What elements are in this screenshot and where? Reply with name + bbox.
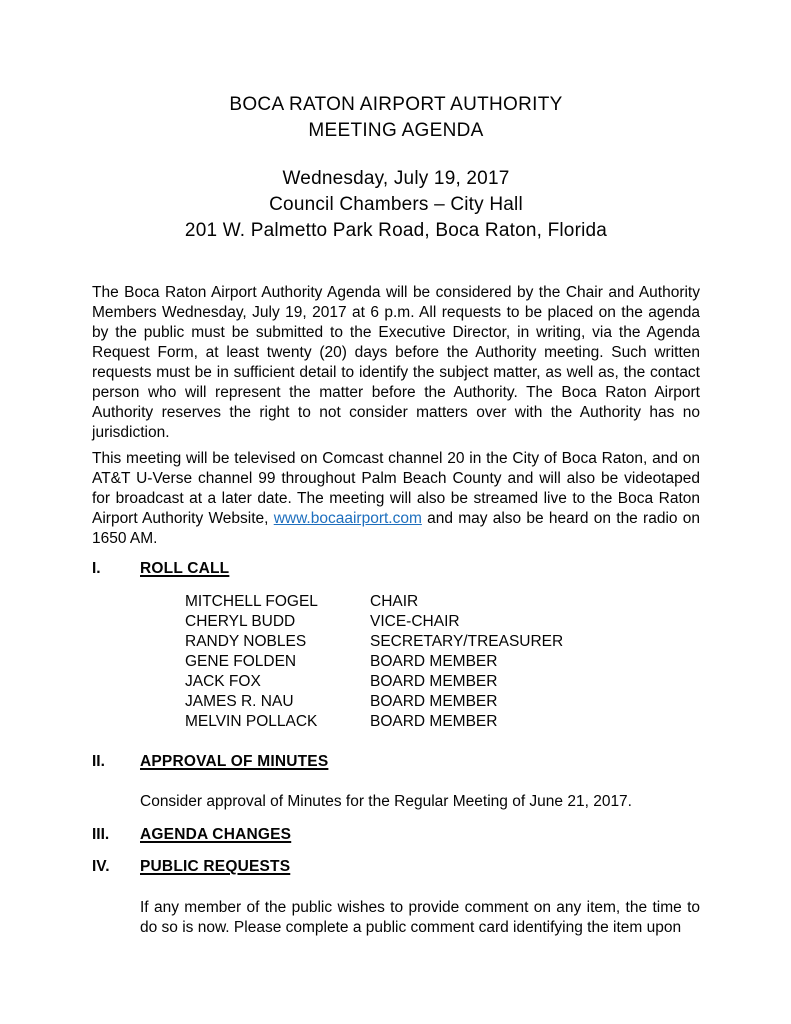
table-row bbox=[185, 632, 700, 652]
section-body: If any member of the public wishes to provide comment on any item, the time to do so is now. Please complete a public comment card identifying the item upon bbox=[140, 899, 700, 936]
member-name: MITCHELL FOGEL bbox=[185, 593, 318, 610]
section-agenda-changes bbox=[92, 825, 700, 845]
section-heading-row bbox=[92, 857, 700, 877]
table-row bbox=[185, 592, 700, 612]
member-title: BOARD MEMBER bbox=[370, 673, 498, 690]
section-numeral: IV. bbox=[92, 858, 110, 875]
meeting-date: Wednesday, July 19, 2017 bbox=[282, 168, 510, 189]
paragraph2-text-after: and may also be heard on the radio on 1650 AM. bbox=[92, 510, 700, 547]
member-title: SECRETARY/TREASURER bbox=[370, 633, 564, 650]
section-numeral: III. bbox=[92, 826, 110, 843]
section-roll-call bbox=[92, 559, 700, 732]
intro-paragraph-2 bbox=[92, 449, 700, 549]
section-heading: ROLL CALL bbox=[140, 560, 230, 577]
section-heading: AGENDA CHANGES bbox=[140, 826, 292, 843]
member-name: GENE FOLDEN bbox=[185, 653, 297, 670]
section-heading: PUBLIC REQUESTS bbox=[140, 858, 291, 875]
website-link[interactable]: www.bocaairport.com bbox=[273, 510, 422, 527]
section-numeral: I. bbox=[92, 560, 101, 577]
section-heading: APPROVAL OF MINUTES bbox=[140, 753, 329, 770]
section-body: Consider approval of Minutes for the Regular Meeting of June 21, 2017. bbox=[140, 793, 632, 810]
table-row bbox=[185, 692, 700, 712]
member-title: BOARD MEMBER bbox=[370, 653, 498, 670]
table-row bbox=[185, 712, 700, 732]
paragraph2-text-before: This meeting will be televised on Comcast channel 20 in the City of Boca Raton, and on AT&T U-Verse channel 99 throughout Palm Beach County and will also be videotaped for broadcast at a later date. The meeting will also be streamed live to the Boca Raton Airport Authority Website, bbox=[92, 450, 700, 527]
section-public-requests bbox=[92, 857, 700, 938]
member-name: MELVIN POLLACK bbox=[185, 713, 318, 730]
section-heading-row bbox=[92, 825, 700, 845]
member-name: RANDY NOBLES bbox=[185, 633, 307, 650]
member-title: BOARD MEMBER bbox=[370, 713, 498, 730]
document-title bbox=[92, 92, 700, 144]
member-title: BOARD MEMBER bbox=[370, 693, 498, 710]
title-line-2: MEETING AGENDA bbox=[308, 120, 484, 141]
title-line-1: BOCA RATON AIRPORT AUTHORITY bbox=[229, 94, 563, 115]
table-row bbox=[185, 652, 700, 672]
meeting-location: Council Chambers – City Hall bbox=[269, 194, 523, 215]
table-row bbox=[185, 612, 700, 632]
member-name: JACK FOX bbox=[185, 673, 261, 690]
section-heading-row bbox=[92, 559, 700, 579]
member-name: JAMES R. NAU bbox=[185, 693, 294, 710]
intro-paragraph-1: The Boca Raton Airport Authority Agenda will be considered by the Chair and Authority Members Wednesday, July 19, 2017 at 6 p.m. All requests to be placed on the agenda by the public must be submitted to the Executive Director, in writing, via the Agenda Request Form, at least twenty (20) days before the Authority meeting. Such written requests must be in sufficient detail to identify the subject matter, as well as, the contact person who will represent the matter before the Authority. The Boca Raton Airport Authority reserves the right to not consider matters over with the Authority has no jurisdiction. bbox=[92, 284, 700, 441]
member-name: CHERYL BUDD bbox=[185, 613, 296, 630]
meeting-info bbox=[92, 166, 700, 244]
roll-call-table bbox=[185, 592, 700, 732]
member-title: CHAIR bbox=[370, 593, 419, 610]
section-heading-row bbox=[92, 752, 700, 772]
section-numeral: II. bbox=[92, 753, 105, 770]
member-title: VICE-CHAIR bbox=[370, 613, 460, 630]
section-approval-of-minutes bbox=[92, 752, 700, 812]
meeting-address: 201 W. Palmetto Park Road, Boca Raton, Florida bbox=[184, 220, 608, 241]
table-row bbox=[185, 672, 700, 692]
